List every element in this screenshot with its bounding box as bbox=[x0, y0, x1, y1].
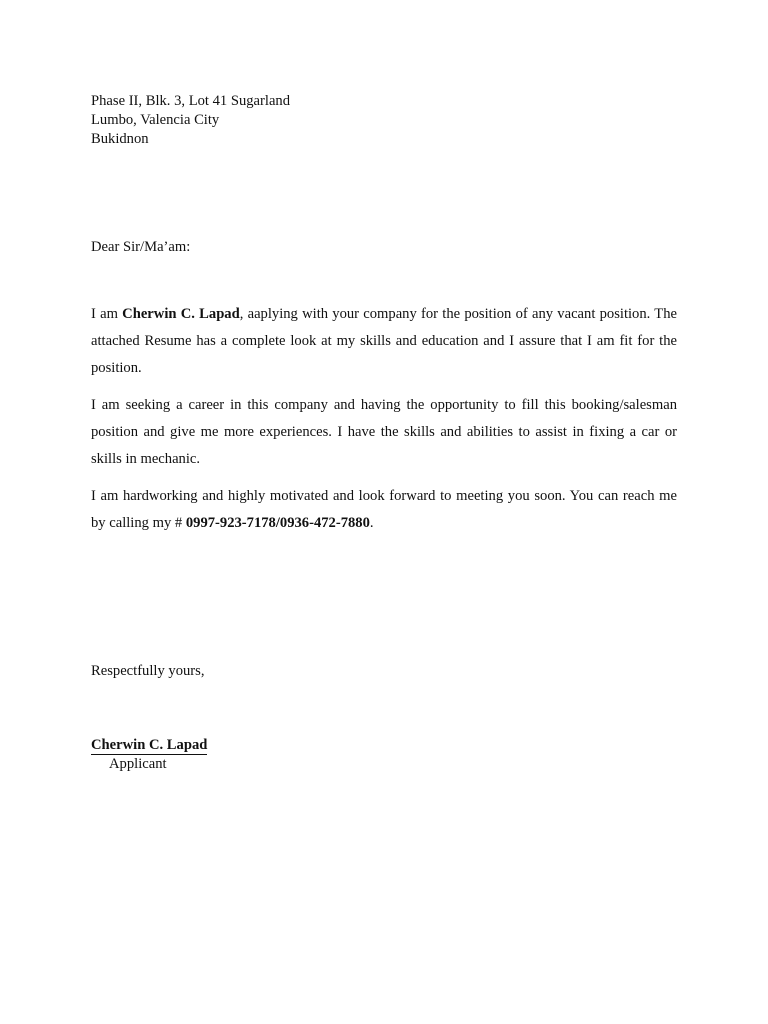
paragraph-1 bbox=[91, 301, 677, 382]
salutation: Dear Sir/Ma’am: bbox=[91, 239, 191, 255]
phone-numbers: 0997-923-7178/0936-472-7880 bbox=[185, 515, 370, 531]
paragraph-1-line-2: attached Resume has a complete look at my skills and education and I assure that I am fit for the bbox=[91, 333, 677, 349]
closing: Respectfully yours, bbox=[91, 663, 205, 679]
paragraph-3-line-1: I am hardworking and highly motivated and look forward to meeting you soon. You can reach me bbox=[91, 488, 677, 504]
applicant-name-inline: Cherwin C. Lapad bbox=[122, 306, 240, 322]
paragraph-1-intro: I am bbox=[91, 306, 123, 322]
paragraph-2-line-2: position and give me more experiences. I have the skills and abilities to assist in fixing a car or bbox=[91, 424, 677, 440]
address-line-2: Lumbo, Valencia City bbox=[91, 112, 220, 128]
signature-title: Applicant bbox=[109, 756, 167, 772]
paragraph-3-line-2 bbox=[91, 510, 677, 537]
address-line-1: Phase II, Blk. 3, Lot 41 Sugarland bbox=[91, 93, 291, 109]
paragraph-2 bbox=[91, 392, 677, 473]
paragraph-2-line-3: skills in mechanic. bbox=[91, 451, 201, 467]
paragraph-1-line-1-rest: , aaplying with your company for the position of any vacant position. The bbox=[239, 306, 677, 322]
paragraph-3 bbox=[91, 483, 677, 537]
paragraph-1-line-3: position. bbox=[91, 360, 142, 376]
paragraph-2-line-1: I am seeking a career in this company and having the opportunity to fill this booking/salesman bbox=[91, 397, 677, 413]
address-line-3: Bukidnon bbox=[91, 131, 149, 147]
paragraph-1-line-1 bbox=[91, 301, 677, 328]
paragraph-3-line-2-suffix: . bbox=[369, 515, 374, 531]
signature-name: Cherwin C. Lapad bbox=[91, 737, 208, 753]
paragraph-3-line-2-prefix: by calling my # bbox=[91, 515, 186, 531]
